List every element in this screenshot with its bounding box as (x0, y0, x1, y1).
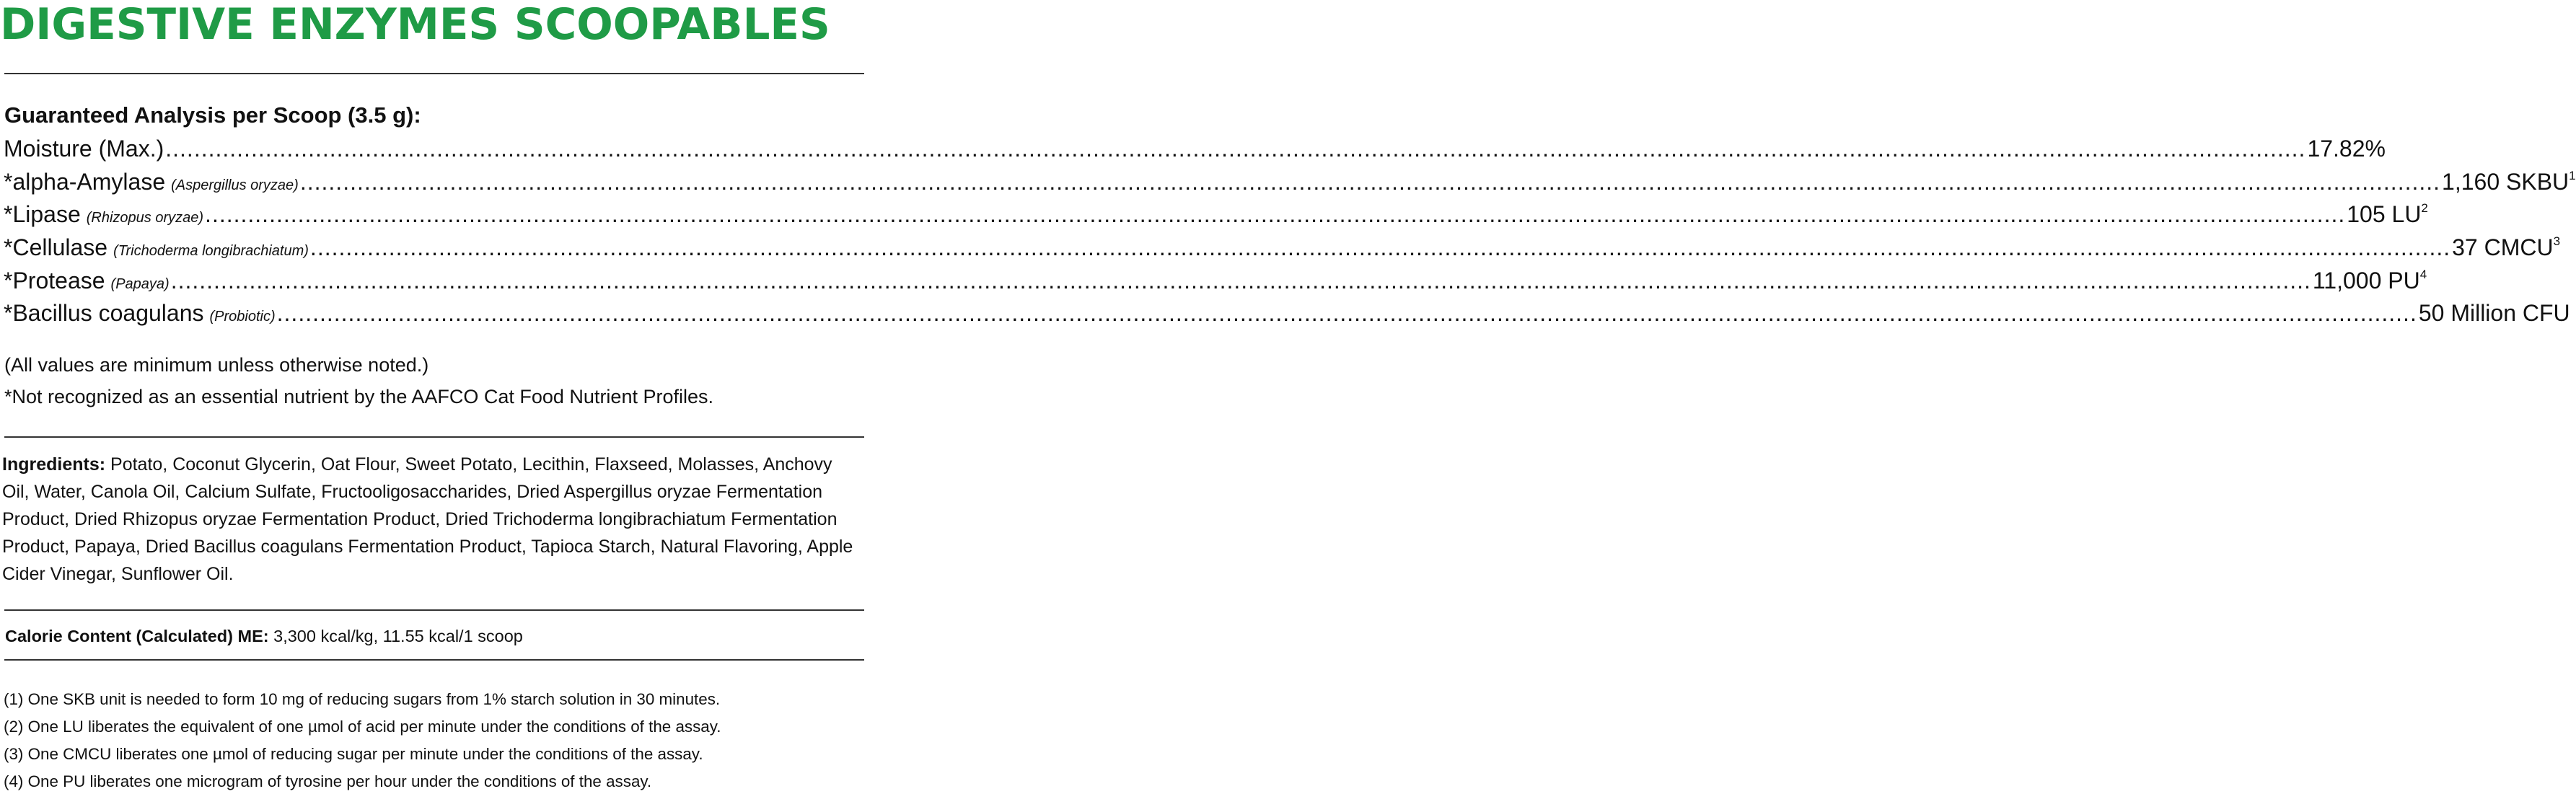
analysis-row-lipase (4, 200, 2428, 229)
calorie-value: 3,300 kcal/kg, 11.55 kcal/1 scoop (273, 627, 523, 645)
leader-dots: ............................................................................................................................................................................................................................................................................................................ (299, 169, 2441, 195)
analysis-row-amylase (4, 167, 2576, 196)
analysis-value: 50 Million CFU (2418, 300, 2570, 326)
divider (4, 609, 864, 611)
calorie-label: Calorie Content (Calculated) ME: (5, 627, 269, 645)
analysis-source: (Papaya) (110, 276, 170, 292)
analysis-value: 105 $LU^2$ (2347, 201, 2428, 227)
leader-dots: ............................................................................................................................................................................................................................................................................................................ (309, 234, 2451, 260)
calorie-content (5, 623, 523, 649)
leader-dots: ............................................................................................................................................................................................................................................................................................................ (205, 201, 2346, 227)
footnote-1: (1) One SKB unit is needed to form 10 mg of reducing sugars from 1% starch solution in 30 minutes. (4, 690, 721, 708)
leader-dots: ............................................................................................................................................................................................................................................................................................................ (165, 136, 2306, 162)
analysis-row-cellulase (4, 233, 2561, 262)
analysis-row-protease (4, 266, 2427, 295)
analysis-source: (Rhizopus oryzae) (86, 210, 204, 226)
analysis-name: *Lipase (4, 201, 81, 227)
ingredients-text: Potato, Coconut Glycerin, Oat Flour, Sweet Potato, Lecithin, Flaxseed, Molasses, Anchovy Oil, Water, Canola Oil, Calcium Sulfate, Fructooligosaccharides, Dried Aspergillus oryzae Fermentation Product, Dried Rhizopus oryzae Fermentation Product, Dried Trichoderma longibrachiatum Fermentation Product, Papaya, Dried Bacillus coagulans Fermentation Product, Tapioca Starch, Natural Flavoring, Apple Cider Vinegar, Sunflower Oil. (2, 454, 853, 584)
analysis-name: *Protease (4, 268, 105, 294)
footnote-ref: 4 (2419, 268, 2427, 281)
analysis-source: (Trichoderma longibrachiatum) (113, 243, 309, 259)
footnote-ref: 2 (2421, 201, 2428, 215)
divider (4, 73, 864, 74)
footnote-2: (2) One LU liberates the equivalent of one µmol of acid per minute under the conditions of the assay. (4, 718, 721, 736)
product-title: DIGESTIVE ENZYMES SCOOPABLES (0, 0, 830, 50)
ingredients-label: Ingredients: (2, 454, 106, 475)
ingredients-block (2, 451, 861, 588)
analysis-row-bacillus (4, 299, 2570, 327)
analysis-value: 1,160 SKBU$^1$ (2442, 169, 2576, 195)
analysis-source: (Aspergillus oryzae) (171, 177, 299, 193)
divider (4, 436, 864, 438)
analysis-name: *Bacillus coagulans (4, 300, 204, 326)
analysis-name: Moisture (Max.) (4, 136, 164, 162)
leader-dots: ............................................................................................................................................................................................................................................................................................................ (276, 300, 2417, 326)
aafco-note: *Not recognized as an essential nutrient by the AAFCO Cat Food Nutrient Profiles. (4, 386, 713, 407)
guaranteed-analysis-heading: Guaranteed Analysis per Scoop (3.5 g): (4, 102, 421, 128)
minimum-values-note: (All values are minimum unless otherwise noted.) (4, 354, 429, 376)
analysis-name: *alpha-Amylase (4, 169, 166, 195)
footnote-3: (3) One CMCU liberates one µmol of reducing sugar per minute under the conditions of the assay. (4, 745, 703, 763)
analysis-value: 37 CMCU$^3$ (2452, 234, 2561, 260)
footnote-4: (4) One PU liberates one microgram of tyrosine per hour under the conditions of the assay. (4, 772, 652, 790)
divider (4, 659, 864, 661)
analysis-value: 17.82% (2307, 136, 2386, 162)
analysis-row-moisture (4, 134, 2386, 163)
footnote-ref: 3 (2553, 234, 2561, 248)
analysis-value: 11,000 $PU^4$ (2312, 268, 2427, 294)
footnote-ref: 1 (2569, 169, 2576, 182)
analysis-name: *Cellulase (4, 234, 108, 260)
analysis-source: (Probiotic) (209, 309, 276, 325)
leader-dots: ............................................................................................................................................................................................................................................................................................................ (170, 268, 2311, 294)
